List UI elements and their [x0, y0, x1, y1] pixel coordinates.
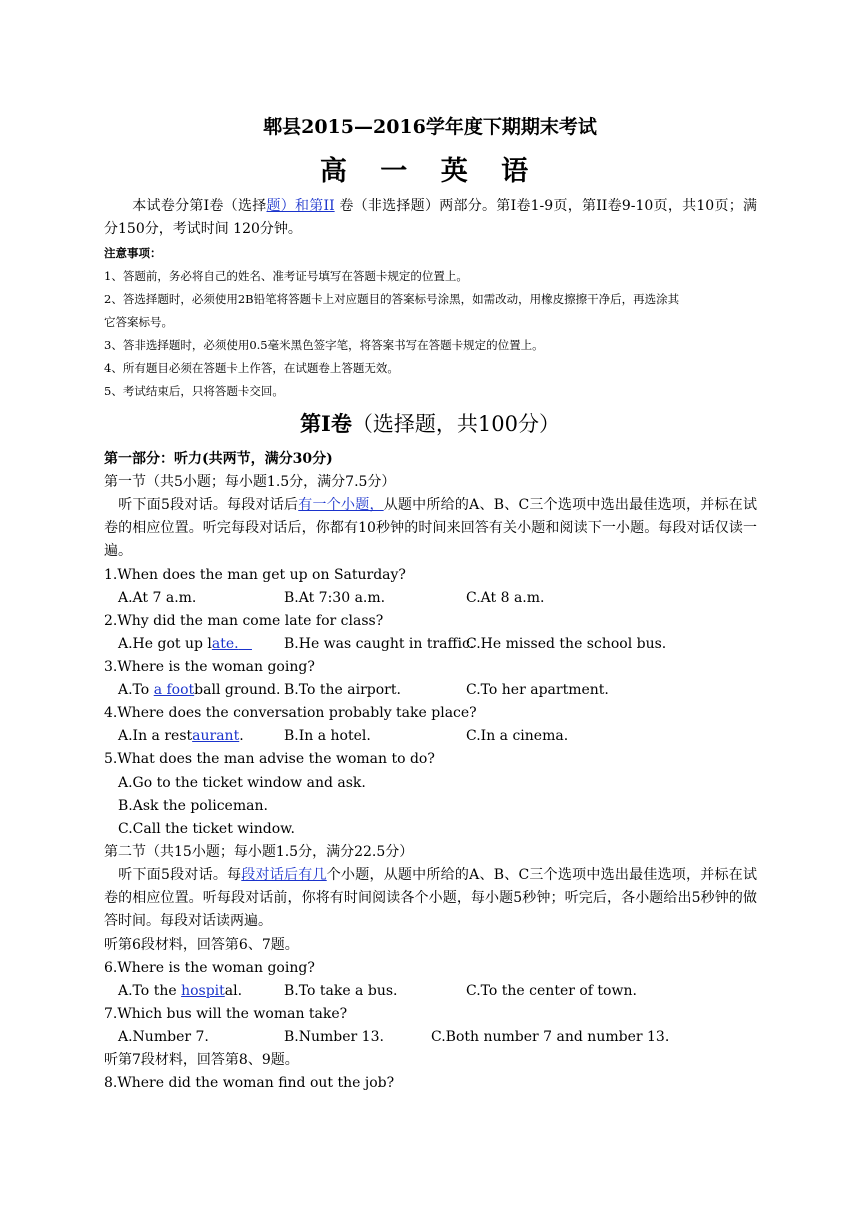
- intro-paragraph: 本试卷分第I卷（选择题）和第II 卷（非选择题）两部分。第I卷1-9页，第II卷9-10页，共10页；满分150分，考试时间 120分钟。: [104, 198, 757, 237]
- option-c: C.He missed the school bus.: [466, 636, 667, 652]
- option-c: C.In a cinema.: [466, 728, 569, 744]
- section1-link[interactable]: 有一个小题，: [298, 497, 384, 513]
- intro-link[interactable]: 题）和第II: [266, 198, 335, 214]
- exam-title: 郫县2015—2016学年度下期期末考试: [263, 116, 597, 138]
- option-a: A.Number 7.: [118, 1029, 209, 1045]
- note-item: 5、考试结束后，只将答题卡交回。: [104, 384, 284, 398]
- question-stem: 8.Where did the woman find out the job?: [104, 1075, 395, 1091]
- section1-heading: 第一节（共5小题；每小题1.5分，满分7.5分）: [104, 474, 396, 490]
- option-a: A.In a restaurant.: [118, 728, 244, 744]
- option-c: C.Call the ticket window.: [118, 821, 295, 837]
- note-item: 4、所有题目必须在答题卡上作答，在试题卷上答题无效。: [104, 361, 399, 375]
- section2-link[interactable]: 段对话后有几: [241, 867, 327, 883]
- option-b: B.Number 13.: [284, 1029, 384, 1045]
- option-b: B.Ask the policeman.: [118, 798, 268, 814]
- question-stem: 6.Where is the woman going?: [104, 960, 315, 976]
- option-b: B.In a hotel.: [284, 728, 371, 744]
- option-b: B.At 7:30 a.m.: [284, 590, 386, 606]
- question-stem: 1.When does the man get up on Saturday?: [104, 567, 406, 583]
- option-a: A.He got up late.: [118, 636, 239, 652]
- option-b: B.To take a bus.: [284, 983, 398, 999]
- notes-heading: 注意事项：: [104, 246, 162, 260]
- question-stem: 3.Where is the woman going?: [104, 659, 315, 675]
- question-stem: 7.Which bus will the woman take?: [104, 1006, 348, 1022]
- option-link[interactable]: aurant: [192, 728, 240, 744]
- note-item: 3、答非选择题时，必须使用0.5毫米黑色签字笔，将答案书写在答题卡规定的位置上。: [104, 338, 544, 352]
- option-c: C.To the center of town.: [466, 983, 637, 999]
- part1-heading: 第一部分：听力(共两节，满分30分): [104, 451, 333, 467]
- question-stem: 5.What does the man advise the woman to do?: [104, 751, 435, 767]
- option-c: C.To her apartment.: [466, 682, 609, 698]
- note-item: 它答案标号。: [104, 315, 173, 329]
- question-stem: 2.Why did the man come late for class?: [104, 613, 384, 629]
- material-6-note: 听第6段材料，回答第6、7题。: [104, 937, 299, 953]
- section1-instructions: 听下面5段对话。每段对话后有一个小题，从题中所给的A、B、C三个选项中选出最佳选项，并标在试卷的相应位置。听完每段对话后，你都有10秒钟的时间来回答有关小题和阅读下一小题。每段对话仅读一遍。: [104, 497, 757, 559]
- note-item: 1、答题前，务必将自己的姓名、准考证号填写在答题卡规定的位置上。: [104, 269, 468, 283]
- volume1-title: 第I卷（选择题，共100分）: [300, 411, 560, 436]
- note-item: 2、答选择题时，必须使用2B铅笔将答题卡上对应题目的答案标号涂黑，如需改动，用橡皮擦擦干净后，再选涂其: [104, 292, 680, 306]
- option-link[interactable]: hospit: [181, 983, 225, 999]
- section2-instructions: 听下面5段对话。每段对话后有几个小题，从题中所给的A、B、C三个选项中选出最佳选项，并标在试卷的相应位置。听每段对话前，你将有时间阅读各个小题，每小题5秒钟；听完后，各小题给出5秒钟的做答时间。每段对话读两遍。: [104, 867, 757, 929]
- option-a: A.Go to the ticket window and ask.: [118, 775, 366, 791]
- option-a: A.At 7 a.m.: [118, 590, 197, 606]
- section2-heading: 第二节（共15小题；每小题1.5分，满分22.5分）: [104, 844, 414, 860]
- subject-title: 高 一 英 语: [319, 156, 541, 187]
- option-b: B.To the airport.: [284, 682, 401, 698]
- option-c: C.At 8 a.m.: [466, 590, 545, 606]
- option-link[interactable]: a foot: [153, 682, 195, 698]
- material-7-note: 听第7段材料，回答第8、9题。: [104, 1052, 299, 1068]
- option-b: B.He was caught in traffic.: [284, 636, 475, 652]
- option-a: A.To the hospital.: [118, 983, 243, 999]
- question-stem: 4.Where does the conversation probably take place?: [104, 705, 477, 721]
- option-c: C.Both number 7 and number 13.: [431, 1029, 670, 1045]
- option-link[interactable]: ate.: [211, 636, 239, 652]
- option-a: A.To a football ground.: [118, 682, 281, 698]
